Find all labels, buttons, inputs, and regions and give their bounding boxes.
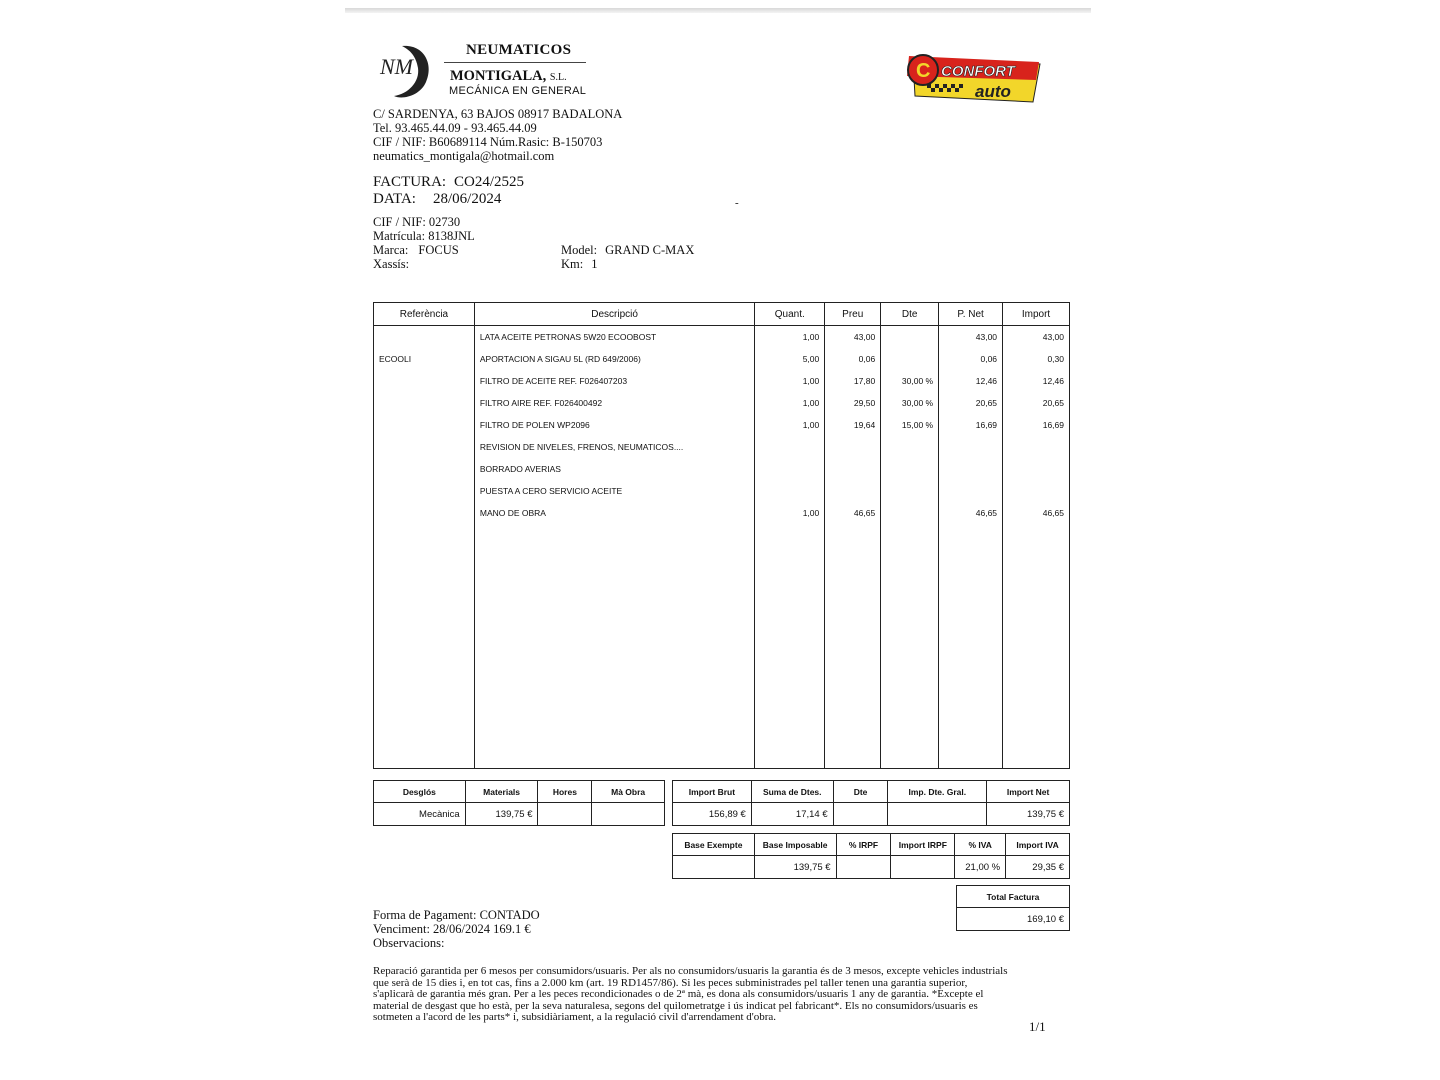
- line-net: [939, 436, 1003, 458]
- table-row: [374, 502, 1070, 524]
- breakdown-labour: [592, 803, 665, 826]
- line-price: 46,65: [825, 502, 881, 524]
- line-import: 0,30: [1003, 348, 1070, 370]
- totals-col-dte: Dte: [833, 781, 888, 803]
- company-cif: CIF / NIF: B60689114 Núm.Rasic: B-150703: [373, 135, 603, 149]
- payment-due: Venciment: 28/06/2024 169.1 €: [373, 922, 531, 936]
- line-ref: [374, 414, 475, 436]
- totals-gross: 156,89 €: [673, 803, 752, 826]
- invoice-number-label: FACTURA:: [373, 174, 447, 190]
- filler-cell: [474, 524, 755, 769]
- line-qty: 1,00: [755, 502, 825, 524]
- line-dte: [881, 502, 939, 524]
- tax-col-exempt: Base Exempte: [673, 834, 755, 856]
- client-brand: Marca: FOCUS: [373, 243, 459, 257]
- line-import: [1003, 436, 1070, 458]
- line-qty: 5,00: [755, 348, 825, 370]
- col-price: Preu: [825, 303, 881, 326]
- col-import: Import: [1003, 303, 1070, 326]
- line-price: [825, 458, 881, 480]
- table-row: [374, 348, 1070, 370]
- warranty-line: material de desgast que ho està, per la seva naturalesa, segons del quilometratge i ús indicat pel fabricant*. Els no consumidors/usuaris es: [373, 999, 978, 1012]
- line-net: 16,69: [939, 414, 1003, 436]
- company-name-rule: [444, 62, 586, 63]
- total-invoice-label: Total Factura: [957, 886, 1070, 908]
- confort-auto-logo: [905, 50, 1045, 105]
- logo-initials: NM: [380, 54, 413, 79]
- total-invoice-value: 169,10 €: [957, 908, 1070, 931]
- company-logo: [372, 40, 434, 100]
- totals-col-gross: Import Brut: [673, 781, 752, 803]
- line-price: 29,50: [825, 392, 881, 414]
- tax-col-iva-pct: % IVA: [955, 834, 1006, 856]
- tax-irpf-pct: [836, 856, 891, 879]
- client-cif: CIF / NIF: 02730: [373, 215, 461, 229]
- filler-cell: [939, 524, 1003, 769]
- line-dte: [881, 348, 939, 370]
- line-qty: 1,00: [755, 414, 825, 436]
- tax-irpf: [891, 856, 955, 879]
- dash-mark: -: [735, 197, 739, 209]
- warranty-line: s'aplicarà de garantia més gran. Per a les peces recondicionades o de 2ª mà, es dona als consumidors/usuaris 1 any de garantia. *Excepte el: [373, 988, 984, 1000]
- tax-col-iva: Import IVA: [1006, 834, 1070, 856]
- tax-table: [672, 833, 1070, 879]
- line-price: 43,00: [825, 326, 881, 349]
- line-import: 16,69: [1003, 414, 1070, 436]
- warranty-text: [373, 966, 1007, 1024]
- line-qty: 1,00: [755, 326, 825, 349]
- table-row: [374, 414, 1070, 436]
- line-dte: 30,00 %: [881, 370, 939, 392]
- line-import: 20,65: [1003, 392, 1070, 414]
- table-row: [374, 436, 1070, 458]
- payment-method: Forma de Pagament: CONTADO: [373, 908, 540, 922]
- line-price: 0,06: [825, 348, 881, 370]
- client-plate: Matrícula: 8138JNL: [373, 229, 475, 243]
- tax-iva-pct: 21,00 %: [955, 856, 1006, 879]
- totals-general-discount: [888, 803, 987, 826]
- client-model: Model: GRAND C-MAX: [561, 243, 695, 257]
- client-km: Km: 1: [561, 257, 598, 271]
- breakdown-materials: 139,75 €: [465, 803, 538, 826]
- line-ref: [374, 392, 475, 414]
- breakdown-col-type: Desglós: [374, 781, 466, 803]
- line-ref: [374, 502, 475, 524]
- line-qty: 1,00: [755, 370, 825, 392]
- line-net: 43,00: [939, 326, 1003, 349]
- line-desc: FILTRO AIRE REF. F026400492: [474, 392, 755, 414]
- confort-top: CONFORT: [941, 63, 1015, 80]
- line-qty: [755, 436, 825, 458]
- line-dte: [881, 326, 939, 349]
- line-price: [825, 436, 881, 458]
- line-ref: [374, 436, 475, 458]
- line-import: 43,00: [1003, 326, 1070, 349]
- filler-cell: [755, 524, 825, 769]
- company-subtitle: MECÁNICA EN GENERAL: [449, 85, 587, 97]
- totals-dte: [833, 803, 888, 826]
- line-ref: [374, 480, 475, 502]
- tax-taxable: 139,75 €: [754, 856, 836, 879]
- line-import: [1003, 480, 1070, 502]
- warranty-line: que serà de 15 dies i, en tot cas, fins a 2.000 km (art. 19 RD1457/86). Si les peces subministrades pel taller tenen una garantia superior,: [373, 976, 968, 989]
- line-net: 20,65: [939, 392, 1003, 414]
- col-discount: Dte: [881, 303, 939, 326]
- company-name-2: MONTIGALA, S.L.: [450, 68, 567, 84]
- line-desc: LATA ACEITE PETRONAS 5W20 ECOOBOST: [474, 326, 755, 349]
- col-reference: Referència: [374, 303, 475, 326]
- invoice-lines-table: [373, 302, 1070, 769]
- line-ref: [374, 370, 475, 392]
- line-net: 12,46: [939, 370, 1003, 392]
- breakdown-col-materials: Materials: [465, 781, 538, 803]
- table-row: [374, 458, 1070, 480]
- invoice-date-label: DATA:: [373, 191, 416, 207]
- totals-col-discounts: Suma de Dtes.: [751, 781, 833, 803]
- table-row: [374, 370, 1070, 392]
- table-row: [374, 480, 1070, 502]
- breakdown-col-labour: Mà Obra: [592, 781, 665, 803]
- table-row: [374, 392, 1070, 414]
- tax-col-irpf: Import IRPF: [891, 834, 955, 856]
- table-filler: [374, 524, 1070, 769]
- company-email: neumatics_montigala@hotmail.com: [373, 149, 555, 163]
- line-dte: 15,00 %: [881, 414, 939, 436]
- company-address: C/ SARDENYA, 63 BAJOS 08917 BADALONA: [373, 107, 623, 121]
- totals-col-general-discount: Imp. Dte. Gral.: [888, 781, 987, 803]
- line-desc: PUESTA A CERO SERVICIO ACEITE: [474, 480, 755, 502]
- breakdown-row: [374, 803, 665, 826]
- line-dte: 30,00 %: [881, 392, 939, 414]
- line-desc: FILTRO DE POLEN WP2096: [474, 414, 755, 436]
- company-suffix: S.L.: [549, 72, 567, 83]
- table-row: [374, 326, 1070, 349]
- client-chassis: Xassís:: [373, 257, 410, 271]
- page-top-edge: [345, 8, 1091, 13]
- line-net: 46,65: [939, 502, 1003, 524]
- warranty-line: sotmeten a l'acord de les parts* i, subsidiàriament, a la regulació civil d'arrendament d'obra.: [373, 1011, 777, 1023]
- line-net: [939, 458, 1003, 480]
- tax-iva: 29,35 €: [1006, 856, 1070, 879]
- line-dte: [881, 480, 939, 502]
- col-description: Descripció: [474, 303, 755, 326]
- line-import: 46,65: [1003, 502, 1070, 524]
- line-desc: APORTACION A SIGAU 5L (RD 649/2006): [474, 348, 755, 370]
- totals-col-net: Import Net: [987, 781, 1070, 803]
- warranty-line: Reparació garantida per 6 mesos per consumidors/usuaris. Per als no consumidors/usuaris la garantia és de 3 mesos, excepte vehicles industrials: [373, 965, 1008, 977]
- company-phone: Tel. 93.465.44.09 - 93.465.44.09: [373, 121, 537, 135]
- line-price: 17,80: [825, 370, 881, 392]
- page-number: 1/1: [1029, 1019, 1046, 1034]
- confort-bottom: auto: [975, 82, 1011, 101]
- line-dte: [881, 436, 939, 458]
- totals-discounts: 17,14 €: [751, 803, 833, 826]
- breakdown-hours: [538, 803, 592, 826]
- line-dte: [881, 458, 939, 480]
- line-qty: 1,00: [755, 392, 825, 414]
- line-desc: BORRADO AVERIAS: [474, 458, 755, 480]
- line-qty: [755, 458, 825, 480]
- tax-row: [673, 856, 1070, 879]
- filler-cell: [825, 524, 881, 769]
- invoice-number: CO24/2525: [454, 174, 525, 190]
- totals-table: [672, 780, 1070, 826]
- totals-net: 139,75 €: [987, 803, 1070, 826]
- total-invoice-table: [956, 885, 1070, 931]
- col-quantity: Quant.: [755, 303, 825, 326]
- line-ref: [374, 326, 475, 349]
- company-name: NEUMATICOS: [466, 42, 572, 58]
- invoice-date: 28/06/2024: [433, 191, 502, 207]
- line-price: 19,64: [825, 414, 881, 436]
- line-net: 0,06: [939, 348, 1003, 370]
- line-desc: REVISION DE NIVELES, FRENOS, NEUMATICOS....: [474, 436, 755, 458]
- breakdown-table: [373, 780, 665, 826]
- line-ref: [374, 458, 475, 480]
- col-net-price: P. Net: [939, 303, 1003, 326]
- line-net: [939, 480, 1003, 502]
- tax-exempt: [673, 856, 755, 879]
- confort-badge: C: [916, 60, 931, 82]
- filler-cell: [374, 524, 475, 769]
- line-import: [1003, 458, 1070, 480]
- line-price: [825, 480, 881, 502]
- tax-col-irpf-pct: % IRPF: [836, 834, 891, 856]
- line-desc: FILTRO DE ACEITE REF. F026407203: [474, 370, 755, 392]
- totals-row: [673, 803, 1070, 826]
- lines-header-row: [374, 303, 1070, 326]
- breakdown-col-hours: Hores: [538, 781, 592, 803]
- line-qty: [755, 480, 825, 502]
- filler-cell: [1003, 524, 1070, 769]
- line-import: 12,46: [1003, 370, 1070, 392]
- filler-cell: [881, 524, 939, 769]
- payment-notes: Observacions:: [373, 936, 445, 950]
- tax-col-taxable: Base Imposable: [754, 834, 836, 856]
- line-ref: ECOOLI: [374, 348, 475, 370]
- breakdown-type: Mecànica: [374, 803, 466, 826]
- line-desc: MANO DE OBRA: [474, 502, 755, 524]
